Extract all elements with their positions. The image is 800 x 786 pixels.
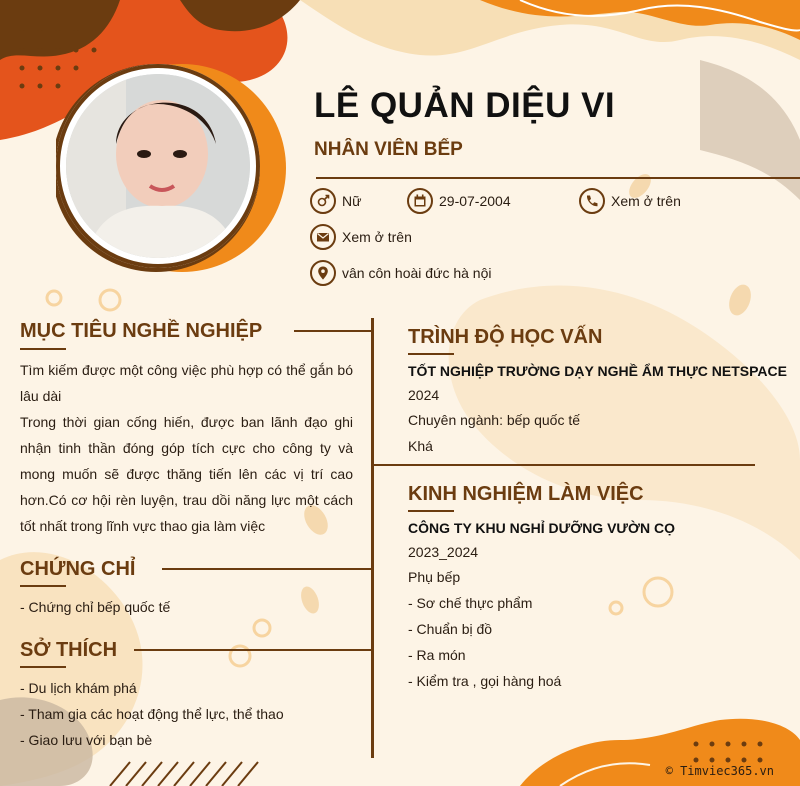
avatar	[66, 74, 250, 258]
phone-row	[579, 188, 681, 214]
avatar-photo-placeholder	[66, 74, 250, 258]
phone-value: Xem ở trên	[611, 193, 681, 209]
experience-period: 2023_2024	[408, 544, 479, 560]
phone-icon	[579, 188, 605, 214]
objective-text-1: Tìm kiếm được một công việc phù hợp có thể gắn bó lâu dài	[20, 362, 353, 404]
gender-icon	[310, 188, 336, 214]
education-school: TỐT NGHIỆP TRƯỜNG DẠY NGHỀ ẨM THỰC NETSPACE	[408, 363, 787, 379]
email-row	[310, 224, 412, 250]
experience-title: KINH NGHIỆM LÀM VIỆC	[408, 483, 644, 505]
copyright-watermark: © Timviec365.vn	[665, 764, 774, 778]
header-divider	[316, 177, 800, 179]
experience-task: - Kiểm tra , gọi hàng hoá	[408, 673, 562, 689]
hobbies-title-underline	[20, 666, 66, 668]
candidate-name: LÊ QUẢN DIỆU VI	[314, 86, 616, 125]
objective-title: MỤC TIÊU NGHỀ NGHIỆP	[20, 320, 263, 342]
avatar-block	[56, 64, 288, 274]
education-bottom-divider	[372, 464, 755, 466]
hobbies-title-connector	[134, 649, 374, 651]
gender-value: Nữ	[342, 193, 362, 209]
experience-role: Phụ bếp	[408, 569, 461, 585]
experience-task: - Sơ chế thực phẩm	[408, 595, 533, 611]
education-title-underline	[408, 353, 454, 355]
address-value: vân côn hoài đức hà nội	[342, 265, 492, 281]
birthdate-row	[407, 188, 511, 214]
objective-text-2: Trong thời gian cống hiến, được ban lãnh đạo ghi nhận tinh thần đóng góp tích cực cho công ty và mong muốn sẽ được thăng tiến lên các vị trí cao hơn.Có cơ hội rèn luyện, trau dồi năng lực một cách tốt nhất trong lĩnh vực thao gia làm việc	[20, 414, 353, 534]
hobby-item: - Du lịch khám phá	[20, 680, 137, 696]
birthdate-value: 29-07-2004	[439, 193, 511, 209]
experience-company: CÔNG TY KHU NGHỈ DƯỠNG VƯỜN CỌ	[408, 520, 675, 536]
job-title: NHÂN VIÊN BẾP	[314, 139, 463, 160]
email-value: Xem ở trên	[342, 229, 412, 245]
experience-task: - Ra món	[408, 647, 466, 663]
certificates-title-connector	[162, 568, 374, 570]
objective-title-connector	[294, 330, 374, 332]
address-row	[310, 260, 491, 286]
certificates-title-underline	[20, 585, 66, 587]
education-grade: Khá	[408, 438, 433, 454]
avatar-frame	[56, 64, 260, 268]
certificates-title: CHỨNG CHỈ	[20, 558, 136, 580]
calendar-icon	[407, 188, 433, 214]
location-pin-icon	[310, 260, 336, 286]
certificate-item: - Chứng chỉ bếp quốc tế	[20, 599, 171, 615]
email-icon	[310, 224, 336, 250]
objective-title-underline	[20, 348, 66, 350]
experience-task: - Chuẩn bị đồ	[408, 621, 493, 637]
education-major: Chuyên ngành: bếp quốc tế	[408, 412, 581, 428]
education-year: 2024	[408, 387, 440, 403]
hobbies-title: SỞ THÍCH	[20, 639, 118, 661]
experience-title-underline	[408, 510, 454, 512]
column-divider	[371, 318, 374, 758]
hobby-item: - Tham gia các hoạt động thể lực, thể thao	[20, 706, 284, 722]
hobby-item: - Giao lưu với bạn bè	[20, 732, 153, 748]
education-title: TRÌNH ĐỘ HỌC VẤN	[408, 326, 603, 348]
gender-row	[310, 188, 361, 214]
